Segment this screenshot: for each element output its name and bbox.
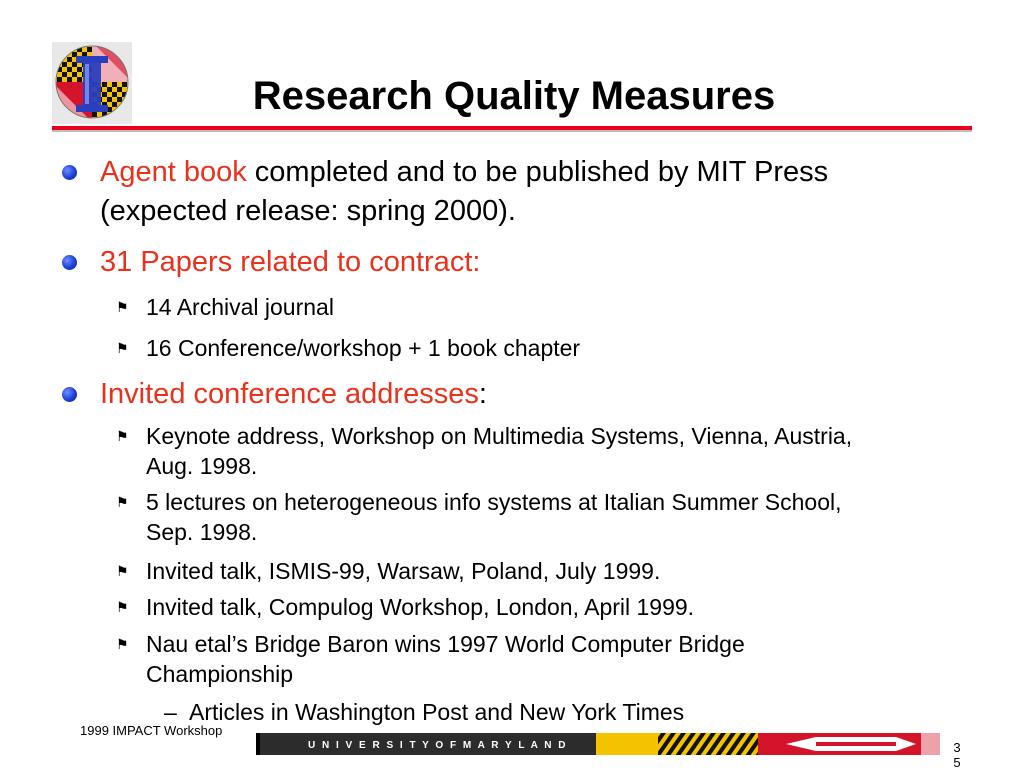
sub-bullet-keynote bbox=[116, 421, 946, 451]
sub-sub-bullet-articles bbox=[164, 697, 889, 727]
sub-bullet-archival bbox=[116, 292, 946, 322]
sub-bullet-lectures-line2 bbox=[146, 517, 946, 547]
flag-bullet-icon: ⚑ bbox=[116, 428, 129, 444]
lectures-text-line2: Sep. 1998. bbox=[146, 519, 258, 545]
sub-bullet-compulog bbox=[116, 592, 946, 622]
articles-text: Articles in Washington Post and New York Times bbox=[189, 699, 685, 725]
papers-highlight: 31 Papers related to contract: bbox=[100, 246, 481, 278]
bullet-invited-addresses bbox=[100, 375, 980, 414]
lectures-text: 5 lectures on heterogeneous info systems at Italian Summer School, bbox=[146, 489, 842, 515]
sub-bullet-bridge-baron-line2 bbox=[146, 659, 946, 689]
sub-bullet-keynote-line2 bbox=[146, 451, 946, 481]
bullet-papers bbox=[100, 243, 980, 282]
bridge-baron-text-line2: Championship bbox=[146, 661, 294, 687]
page-number bbox=[950, 740, 964, 770]
sub-bullet-ismis bbox=[116, 556, 946, 586]
bullet-agent-book bbox=[100, 153, 980, 192]
compulog-text: Invited talk, Compulog Workshop, London, April 1999. bbox=[146, 594, 695, 620]
agent-book-highlight: Agent book bbox=[100, 156, 247, 188]
invited-colon: : bbox=[478, 378, 487, 410]
flag-bullet-icon: ⚑ bbox=[116, 563, 129, 579]
conference-text: 16 Conference/workshop + 1 book chapter bbox=[146, 335, 581, 361]
dash-bullet-icon: – bbox=[164, 699, 177, 725]
bridge-baron-text: Nau etal’s Bridge Baron wins 1997 World Computer Bridge bbox=[146, 631, 745, 657]
page-number-digit-1: 3 bbox=[953, 740, 961, 755]
blue-sphere-bullet-icon bbox=[62, 255, 77, 270]
blue-sphere-bullet-icon bbox=[62, 165, 77, 180]
keynote-text: Keynote address, Workshop on Multimedia Systems, Vienna, Austria, bbox=[146, 423, 853, 449]
agent-book-text: completed and to be published by MIT Press bbox=[246, 156, 829, 188]
slide-title: Research Quality Measures bbox=[252, 74, 776, 118]
sub-bullet-lectures bbox=[116, 487, 946, 517]
invited-highlight: Invited conference addresses bbox=[100, 378, 479, 410]
blue-sphere-bullet-icon bbox=[62, 387, 77, 402]
flag-bullet-icon: ⚑ bbox=[116, 340, 129, 356]
banner-university-text: U N I V E R S I T Y O F M A R Y L A N D bbox=[308, 740, 568, 751]
flag-bullet-icon: ⚑ bbox=[116, 599, 129, 615]
flag-bullet-icon: ⚑ bbox=[116, 636, 129, 652]
ismis-text: Invited talk, ISMIS-99, Warsaw, Poland, July 1999. bbox=[146, 558, 661, 584]
sub-bullet-bridge-baron bbox=[116, 629, 946, 659]
university-of-maryland-banner bbox=[256, 733, 940, 755]
title-rule-shadow bbox=[52, 130, 972, 132]
footer-workshop-label: 1999 IMPACT Workshop bbox=[80, 723, 223, 738]
bullet-agent-book-line2 bbox=[100, 192, 980, 231]
sub-bullet-conference bbox=[116, 333, 946, 363]
flag-bullet-icon: ⚑ bbox=[116, 494, 129, 510]
keynote-text-line2: Aug. 1998. bbox=[146, 453, 258, 479]
page-number-digit-2: 5 bbox=[953, 755, 961, 770]
agent-book-line2-text: (expected release: spring 2000). bbox=[100, 195, 516, 227]
flag-bullet-icon: ⚑ bbox=[116, 299, 129, 315]
archival-text: 14 Archival journal bbox=[146, 294, 334, 320]
